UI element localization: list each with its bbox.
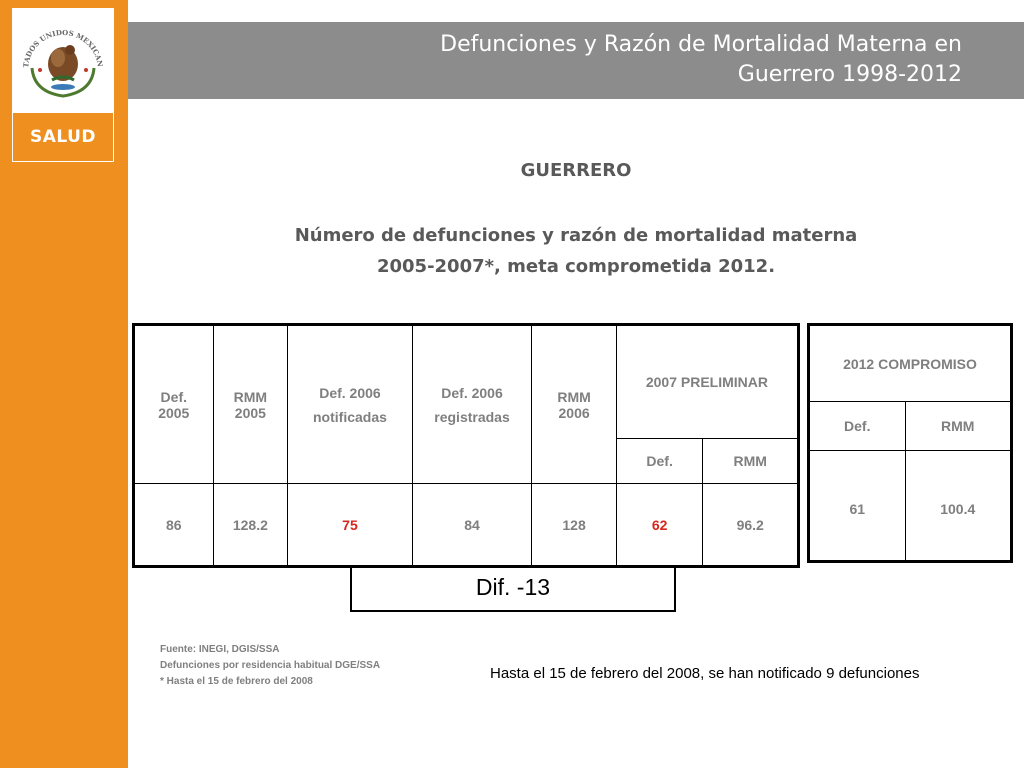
- header-def-2005: Def. 2005: [134, 325, 214, 484]
- source-line-2: Defunciones por residencia habitual DGE/SSA: [160, 660, 381, 671]
- table-row: [134, 484, 799, 567]
- source-line-1: Fuente: INEGI, DGIS/SSA: [160, 644, 280, 655]
- value-rmm-2007: 96.2: [703, 484, 799, 567]
- eagle-emblem-icon: [12, 8, 114, 112]
- value-def-2012: 61: [809, 451, 906, 562]
- header-def-2007: Def.: [616, 439, 703, 484]
- value-def-2005: 86: [134, 484, 214, 567]
- title-line-1: Defunciones y Razón de Mortalidad Materna en: [440, 32, 962, 57]
- value-def-2007: 62: [616, 484, 703, 567]
- value-def-2006-notificadas: 75: [288, 484, 413, 567]
- notification-note: Hasta el 15 de febrero del 2008, se han notificado 9 defunciones: [490, 665, 920, 682]
- header-rmm-2012: RMM: [905, 402, 1012, 451]
- subtitle-line-2: 2005-2007*, meta comprometida 2012.: [376, 256, 776, 277]
- header-2012-compromiso: 2012 COMPROMISO: [809, 325, 1012, 402]
- header-def-2006-notificadas: Def. 2006 notificadas: [288, 325, 413, 484]
- salud-logo: SALUD: [12, 112, 114, 162]
- header-def-2006-registradas: Def. 2006 registradas: [412, 325, 532, 484]
- header-rmm-2006: RMM 2006: [532, 325, 617, 484]
- header-rmm-2005: RMM 2005: [213, 325, 288, 484]
- source-line-3: * Hasta el 15 de febrero del 2008: [160, 676, 313, 687]
- difference-box: Dif. -13: [350, 568, 676, 612]
- table-row: [809, 451, 1012, 562]
- subtitle-line-1: Número de defunciones y razón de mortalidad materna: [294, 225, 858, 246]
- sources-note: [160, 642, 380, 690]
- header-row: [134, 325, 799, 439]
- emblem-arc-text: TADOS UNIDOS MEXICAN: [21, 27, 105, 69]
- value-rmm-2012: 100.4: [905, 451, 1012, 562]
- value-rmm-2006: 128: [532, 484, 617, 567]
- sidebar: [0, 0, 128, 768]
- mortality-table: [132, 323, 800, 568]
- header-2007-preliminar: 2007 PRELIMINAR: [616, 325, 798, 439]
- value-rmm-2005: 128.2: [213, 484, 288, 567]
- header-rmm-2007: RMM: [703, 439, 799, 484]
- state-heading: GUERRERO: [520, 160, 632, 181]
- value-def-2006-registradas: 84: [412, 484, 532, 567]
- table-subtitle: [128, 220, 1024, 282]
- title-line-2: Guerrero 1998-2012: [737, 62, 962, 87]
- commit-header-row: [809, 325, 1012, 402]
- commit-subheader-row: [809, 402, 1012, 451]
- commitment-table: [807, 323, 1013, 563]
- title-bar: [128, 22, 1024, 99]
- header-def-2012: Def.: [809, 402, 906, 451]
- page-title: [322, 30, 962, 90]
- mexico-emblem-logo: [12, 8, 114, 112]
